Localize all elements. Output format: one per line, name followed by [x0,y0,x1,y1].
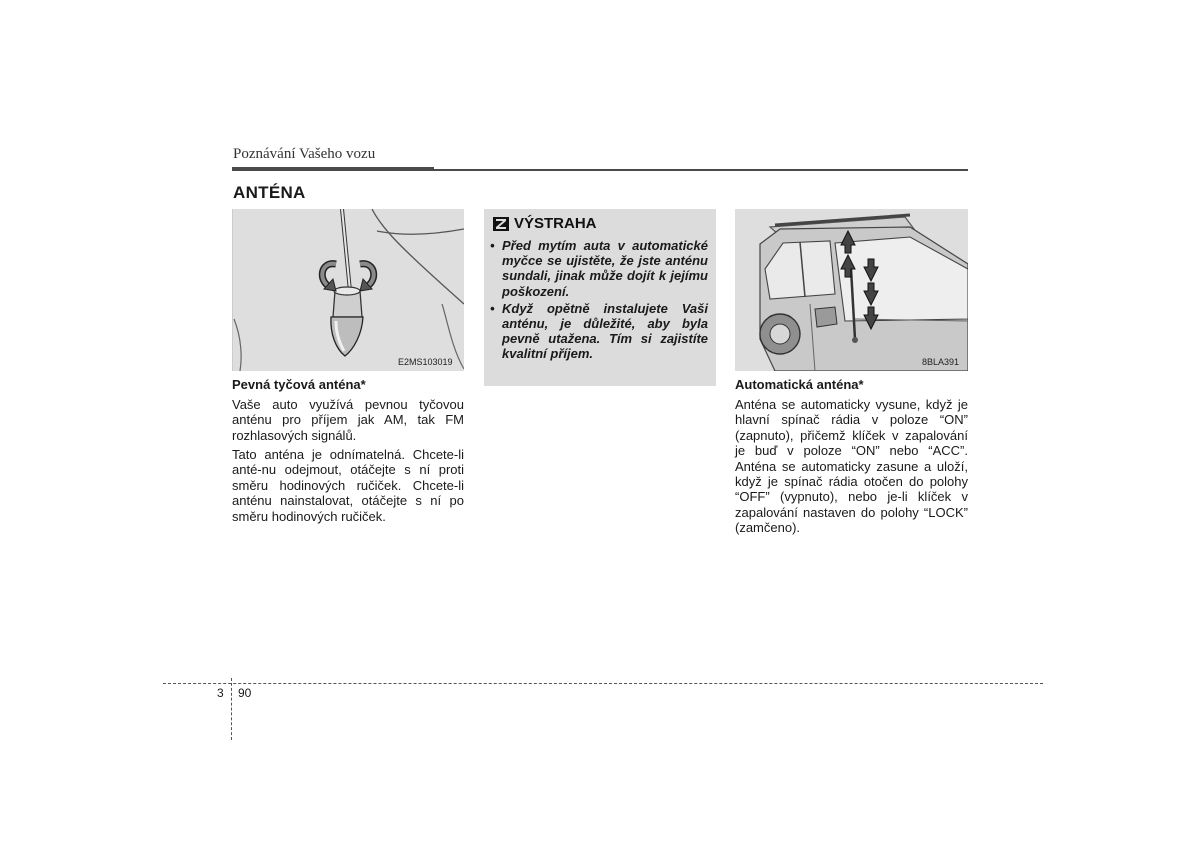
fixed-antenna-paragraph-2: Tato anténa je odnímatelná. Chcete-li anté-nu odejmout, otáčejte s ní proti směru hodinových ručiček. Chcete-li anténu nainstalovat, otáčejte s ní po směru hodinových ručiček. [232,447,464,524]
auto-antenna-figure [735,209,968,371]
bullet: • [490,238,495,253]
figure-code: 8BLA391 [922,357,960,367]
auto-antenna-heading: Automatická anténa* [735,377,864,392]
fixed-antenna-illustration [232,209,464,371]
warning-heading [493,215,597,232]
footer-divider [231,678,232,740]
chapter-title: Poznávání Vašeho vozu [233,146,376,162]
page-number: 90 [238,686,252,700]
figure-code: E2MS103019 [398,357,453,367]
warning-item [490,301,708,362]
warning-list [490,238,708,364]
warning-item-text: Před mytím auta v automatické myčce se ujistěte, že jste anténu sundali, jinak může dojít k jejímu poškození. [502,238,708,299]
header-rule-dark [232,167,434,171]
header-rule [434,169,968,171]
bullet: • [490,300,495,316]
chapter-number: 3 [217,686,224,700]
fixed-antenna-figure [232,209,464,371]
fixed-antenna-paragraph-1: Vaše auto využívá pevnou tyčovou anténu pro příjem jak AM, tak FM rozhlasových signálů. [232,397,464,443]
fixed-antenna-heading: Pevná tyčová anténa* [232,377,366,392]
warning-icon [493,217,509,231]
auto-antenna-paragraph: Anténa se automaticky vysune, když je hlavní spínač rádia v poloze “ON” (zapnuto), přičemž klíček v zapalování je buď v poloze “ON” nebo “ACC”. Anténa se automaticky zasune a uloží, když je spínač rádia otočen do polohy “OFF” (vypnuto), nebo je-li klíček v zapalování nastaven do polohy “LOCK” (zamčeno). [735,397,968,536]
footer-rule [163,683,1043,684]
section-title: ANTÉNA [233,183,306,202]
warning-box [484,209,716,386]
warning-item-text: Když opětně instalujete Vaši anténu, je důležité, aby byla pevně utažena. Tím si zajistíte kvalitní příjem. [502,300,708,362]
warning-title: VÝSTRAHA [514,215,597,232]
warning-item [490,238,708,299]
auto-antenna-illustration [735,209,968,371]
